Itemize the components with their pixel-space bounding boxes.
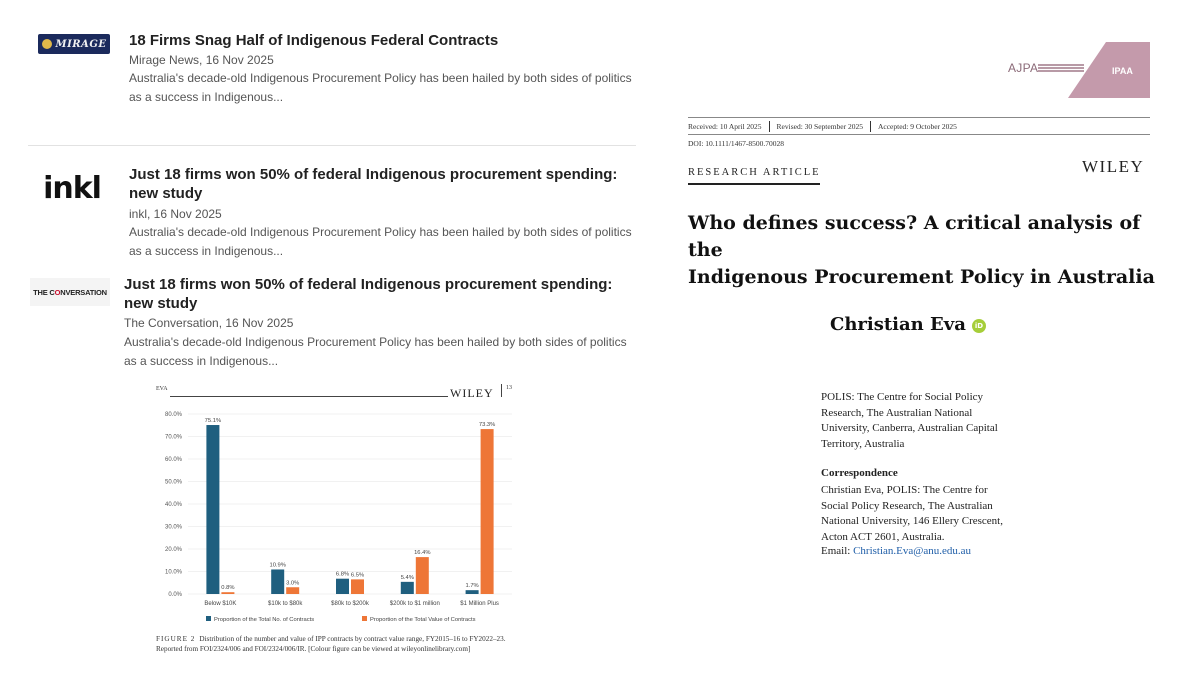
correspondence-line: Social Policy Research, The Australian (821, 499, 993, 512)
data-label: 16.4% (414, 550, 431, 557)
bar (466, 590, 479, 594)
news-snippet-line: Australia's decade-old Indigenous Procurement Policy has been hailed by both sides of politics (129, 71, 632, 85)
news-snippet-line: as a success in Indigenous... (124, 354, 279, 368)
article-type-underline (688, 183, 820, 185)
y-tick-label: 50.0% (164, 479, 182, 486)
correspondence-address (821, 483, 1031, 545)
news-headline[interactable]: new study (124, 295, 198, 312)
news-headline[interactable]: 18 Firms Snag Half of Indigenous Federal Contracts (129, 32, 499, 49)
article-type-label: RESEARCH ARTICLE (688, 167, 821, 178)
bar (286, 587, 299, 594)
affiliation-line: POLIS: The Centre for Social Policy (821, 391, 984, 403)
x-tick-label: $80k to $200k (331, 601, 369, 607)
wiley-publisher-logo: WILEY (1082, 157, 1145, 176)
legend-label: Proportion of the Total Value of Contracts (370, 617, 476, 623)
article-doi[interactable]: DOI: 10.1111/1467-8500.70028 (688, 139, 785, 148)
paper-figure-excerpt (150, 380, 522, 675)
data-label: 6.8% (335, 571, 350, 578)
data-label: 0.8% (221, 585, 235, 592)
news-source: The Conversation, 16 Nov 2025 (124, 316, 294, 330)
affiliation-line: University, Canberra, Australian Capital (821, 422, 998, 434)
y-tick-label: 20.0% (164, 547, 182, 553)
bar (221, 592, 234, 594)
ajpa-journal-logo: AJPA (1008, 61, 1039, 75)
email-link[interactable]: Christian.Eva@anu.edu.au (853, 545, 972, 557)
top-rule (688, 117, 1150, 118)
y-tick-label: 0.0% (168, 592, 182, 598)
news-headline[interactable]: Just 18 firms won 50% of federal Indigenous procurement spending: (129, 166, 618, 183)
legend-swatch (362, 616, 367, 621)
bar (416, 557, 429, 594)
data-label: 75.1% (204, 418, 222, 425)
mirage-news-logo: MIRAGE (38, 34, 110, 54)
article-title (688, 210, 1158, 291)
figure-running-head (156, 384, 516, 398)
y-tick-label: 70.0% (164, 434, 182, 441)
figure-caption (156, 635, 516, 654)
figure-label: FIGURE 2 (156, 635, 196, 643)
data-label: 6.5% (350, 572, 365, 579)
email-label: Email: (821, 545, 854, 557)
data-label: 3.0% (286, 580, 300, 587)
x-tick-label: $10k to $80k (268, 601, 303, 607)
bar (206, 425, 219, 594)
y-tick-label: 10.0% (164, 569, 182, 576)
correspondence-email (821, 545, 971, 557)
revised-date: Revised: 30 September 2025 (769, 121, 870, 132)
data-label: 73.3% (478, 422, 496, 429)
news-snippet-line: as a success in Indigenous... (129, 244, 284, 258)
news-source: Mirage News, 16 Nov 2025 (129, 53, 274, 67)
bar (336, 579, 349, 594)
author-affiliation (821, 390, 1021, 452)
y-tick-label: 30.0% (164, 524, 182, 531)
data-label: 5.4% (400, 574, 414, 581)
x-tick-label: $1 Million Plus (460, 601, 499, 607)
received-date: Received: 10 April 2025 (688, 122, 762, 131)
correspondence-line: National University, 146 Ellery Crescent, (821, 515, 1003, 527)
bar (401, 582, 414, 594)
news-headline[interactable]: Just 18 firms won 50% of federal Indigenous procurement spending: (124, 276, 613, 293)
article-first-page (660, 0, 1200, 675)
the-conversation-logo: THE C O NVERSATION (30, 278, 110, 306)
article-author[interactable]: Christian Eva (830, 314, 966, 335)
ipaa-logo-shape (1068, 42, 1150, 98)
running-head-author: EVA (156, 386, 168, 392)
wiley-logo: WILEY (450, 386, 494, 400)
article-dates (688, 121, 964, 132)
affiliation-line: Territory, Australia (821, 437, 905, 450)
bar (271, 569, 284, 594)
news-snippet-line: Australia's decade-old Indigenous Procurement Policy has been hailed by both sides of politics (129, 225, 632, 239)
correspondence-line: Acton ACT 2601, Australia. (821, 530, 945, 543)
contracts-bar-chart (150, 402, 522, 634)
title-line: Who defines success? A critical analysis of the (688, 212, 1141, 261)
title-line: Indigenous Procurement Policy in Australia (688, 266, 1155, 288)
ipaa-logo: IPAA (1112, 66, 1133, 76)
legend-label: Proportion of the Total No. of Contracts (214, 617, 315, 623)
y-tick-label: 80.0% (164, 412, 182, 418)
header-divider (501, 384, 502, 397)
bar (481, 429, 494, 594)
news-source: inkl, 16 Nov 2025 (129, 207, 222, 221)
bar (351, 579, 364, 594)
orcid-icon[interactable]: iD (972, 319, 986, 333)
legend-swatch (206, 616, 211, 621)
news-snippet-line: Australia's decade-old Indigenous Procurement Policy has been hailed by both sides of politics (124, 335, 627, 349)
y-tick-label: 60.0% (164, 457, 182, 463)
inkl-logo: inkl (43, 170, 101, 206)
y-tick-label: 40.0% (164, 502, 182, 508)
correspondence-heading: Correspondence (821, 467, 898, 479)
x-tick-label: Below $10K (204, 601, 237, 607)
page-number: 13 (506, 385, 512, 391)
figure-caption-text: Distribution of the number and value of IPP contracts by contract value range, FY2015–16 to FY2022–23. Reported from FOI/2324/006 and FOI/2324/006/IR. [Colour figure can be viewed at wileyonlinelibrary.com] (156, 635, 506, 653)
affiliation-line: Research, The Australian National (821, 406, 973, 419)
data-label: 10.9% (269, 562, 286, 569)
data-label: 1.7% (465, 583, 479, 590)
news-snippet-line: as a success in Indigenous... (129, 90, 284, 104)
correspondence-line: Christian Eva, POLIS: The Centre for (821, 484, 988, 496)
news-headline[interactable]: new study (129, 185, 203, 202)
header-rule (170, 396, 448, 397)
accepted-date: Accepted: 9 October 2025 (870, 121, 964, 132)
x-tick-label: $200k to $1 million (389, 601, 440, 607)
dates-rule (688, 134, 1150, 135)
news-item-the-conversation[interactable] (0, 0, 650, 370)
